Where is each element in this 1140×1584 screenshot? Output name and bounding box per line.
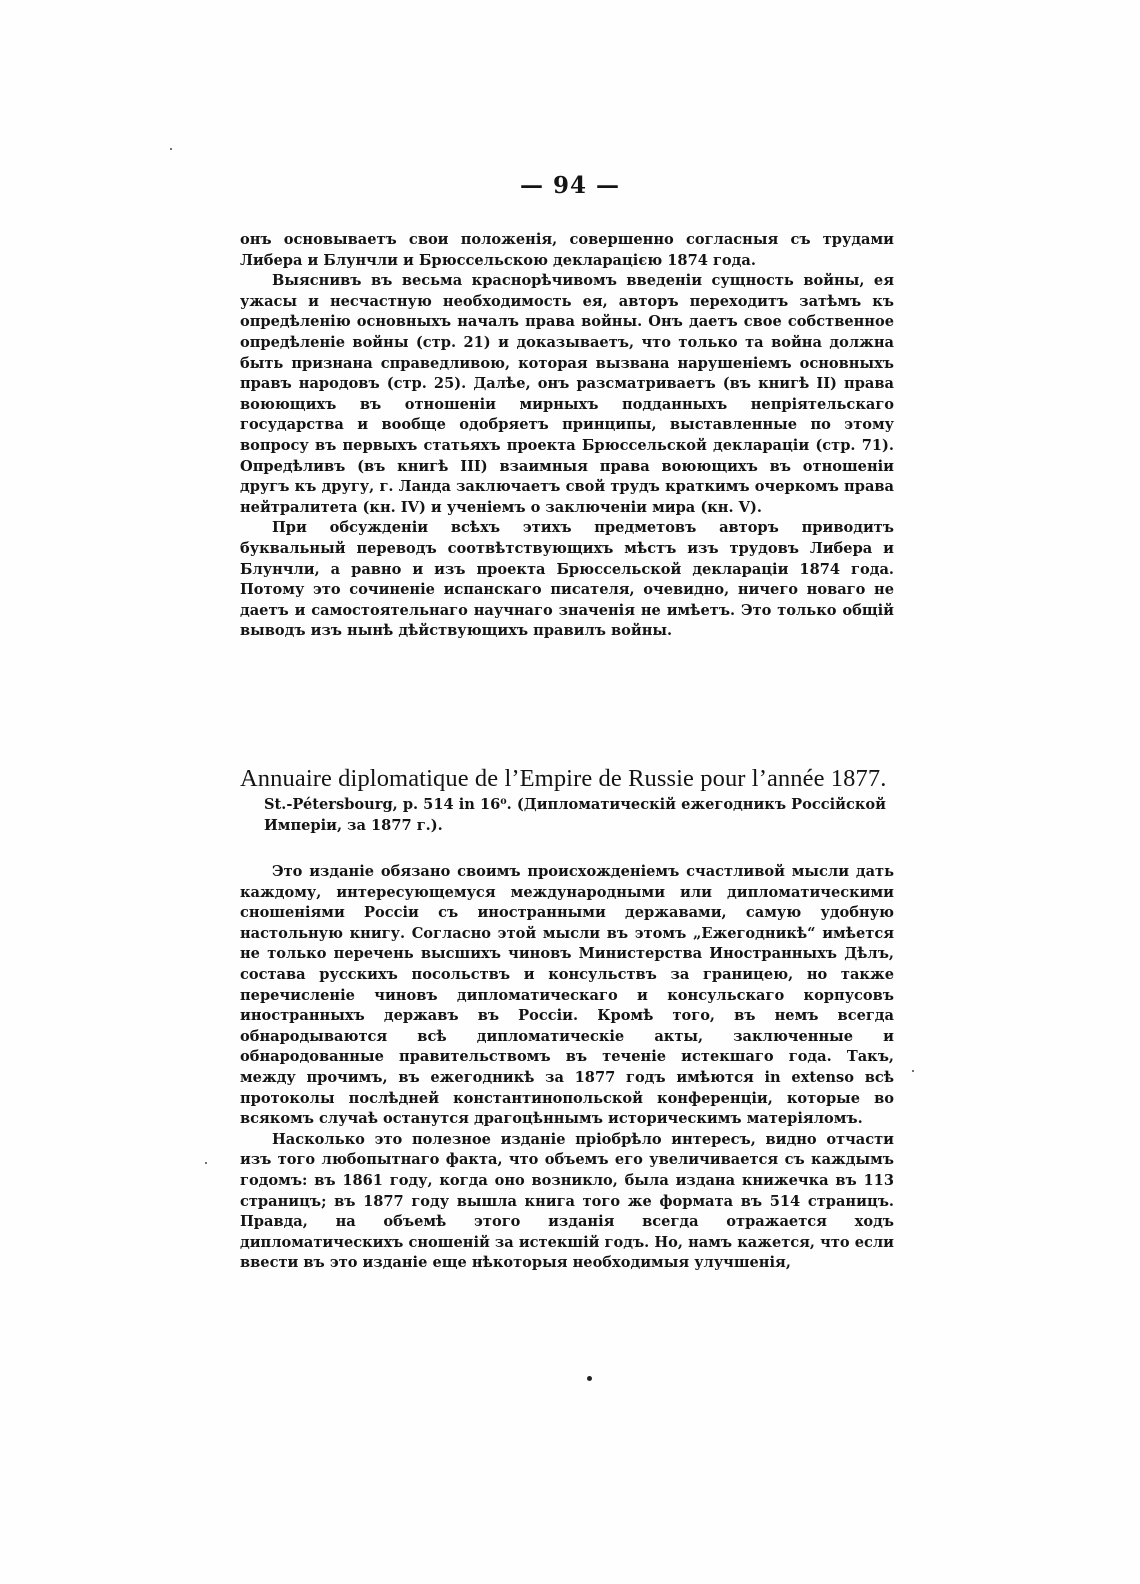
book-review-heading <box>240 764 894 836</box>
scan-speck <box>170 148 172 150</box>
scan-speck <box>205 1162 207 1164</box>
book-title: Annuaire diplomatique de l’Empire de Russie pour l’année 1877. <box>240 765 887 792</box>
book-imprint: St.-Pétersbourg, p. 514 in 16⁰. (Дипломатическій ежегодникъ Россійской Имперіи, за 1877 г.). <box>264 796 886 834</box>
paragraph: Насколько это полезное изданіе пріобрѣло интересъ, видно отчасти изъ того любопытнаго факта, что объемъ его увеличивается съ каждымъ годомъ: въ 1861 году, когда оно возникло, была издана книжечка въ 113 страницъ; въ 1877 году вышла книга того же формата въ 514 страницъ. Правда, на объемѣ этого изданія всегда отражается ходъ дипломатическихъ сношеній за истекшій годъ. Но, намъ кажется, что если ввести въ это изданіе еще нѣкоторыя необходимыя улучшенія, <box>240 1130 894 1272</box>
section-one-text <box>240 230 894 642</box>
section-two-text <box>240 862 894 1274</box>
scan-speck <box>912 1070 914 1072</box>
ink-dot <box>587 1376 592 1381</box>
page-number: — 94 — <box>519 172 621 199</box>
paragraph: Это изданіе обязано своимъ происхожденіемъ счастливой мысли дать каждому, интересующемуся международными или дипломатическими сношеніями Россіи съ иностранными державами, самую удобную настольную книгу. Согласно этой мысли въ этомъ „Ежегодникѣ“ имѣется не только перечень высшихъ чиновъ Министерства Иностранныхъ Дѣлъ, состава русскихъ посольствъ и консульствъ за границею, но также перечисленіе чиновъ дипломатическаго и консульскаго корпусовъ иностранныхъ державъ въ Россіи. Кромѣ того, въ немъ всегда обнародываются всѣ дипломатическіе акты, заключенные и обнародованные правительствомъ въ теченіе истекшаго года. Такъ, между прочимъ, въ ежегодникѣ за 1877 годъ имѣются in extenso всѣ протоколы послѣдней константинопольской конференціи, которые во всякомъ случаѣ останутся драгоцѣннымъ историческимъ матеріяломъ. <box>240 863 894 1128</box>
paragraph-continuation: онъ основываетъ свои положенія, совершенно согласныя съ трудами Либера и Блунчли и Брюссельскою декларацією 1874 года. <box>240 231 894 269</box>
paragraph: Выяснивъ въ весьма краснорѣчивомъ введеніи сущность войны, ея ужасы и несчастную необходимость ея, авторъ переходитъ затѣмъ къ опредѣленію основныхъ началъ права войны. Онъ даетъ свое собственное опредѣленіе войны (стр. 21) и доказываетъ, что только та война должна быть признана справедливою, которая вызвана нарушеніемъ основныхъ правъ народовъ (стр. 25). Далѣе, онъ разсматриваетъ (въ книгѣ II) права воюющихъ въ отношеніи мирныхъ подданныхъ непріятельскаго государства и вообще одобряетъ принципы, выставленные по этому вопросу въ первыхъ статьяхъ проекта Брюссельской деклараціи (стр. 71). Опредѣливъ (въ книгѣ III) взаимныя права воюющихъ въ отношеніи другъ къ другу, г. Ланда заключаетъ свой трудъ краткимъ очеркомъ права нейтралитета (кн. IV) и ученіемъ о заключеніи мира (кн. V). <box>240 272 894 516</box>
paragraph: При обсужденіи всѣхъ этихъ предметовъ авторъ приводитъ буквальный переводъ соотвѣтствующихъ мѣстъ изъ трудовъ Либера и Блунчли, а равно и изъ проекта Брюссельской деклараціи 1874 года. Потому это сочиненіе испанскаго писателя, очевидно, ничего новаго не даетъ и самостоятельнаго научнаго значенія не имѣетъ. Это только общій выводъ изъ нынѣ дѣйствующихъ правилъ войны. <box>240 519 894 640</box>
